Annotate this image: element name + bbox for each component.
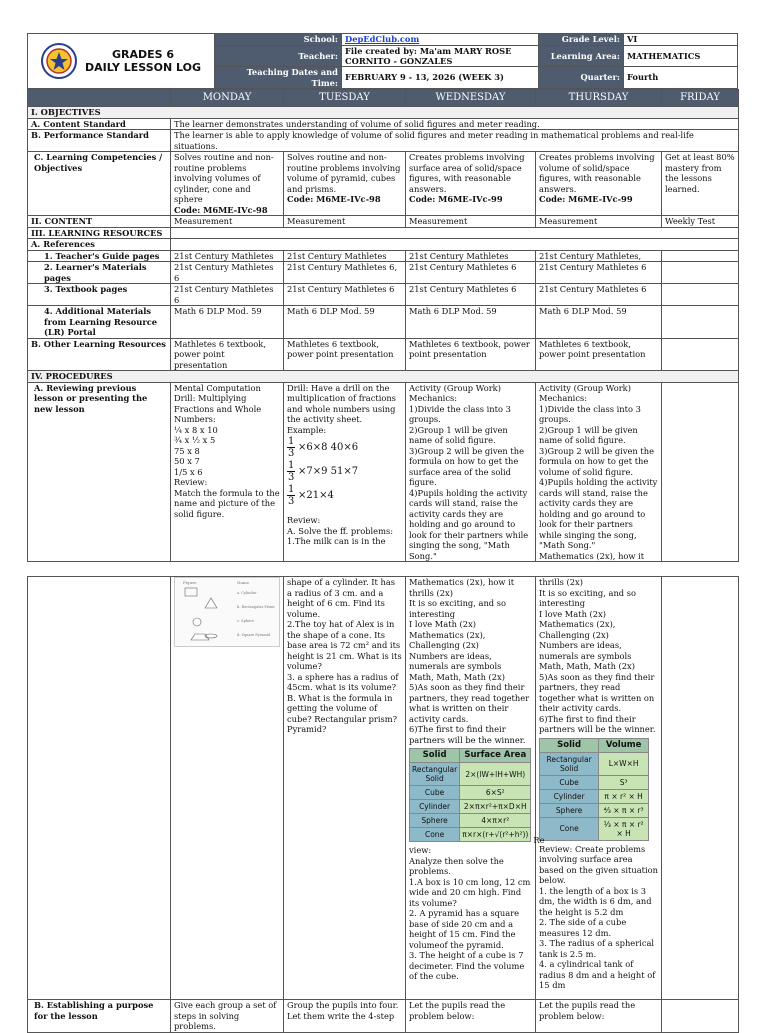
other-wed: Mathletes 6 textbook, power point presentation [406, 338, 536, 371]
day-friday: FRIDAY [662, 90, 739, 107]
tg-wed: 21st Century Mathletes [406, 250, 536, 262]
sa-formula: π×r×(r+√(r²+h²)) [460, 828, 531, 842]
school-label: School: [215, 34, 342, 46]
content-standard-text: The learner demonstrates understanding of volume of solid figures and meter reading. [171, 118, 739, 130]
procedure-a-tue-cont [284, 577, 406, 1000]
lm-wed: 21st Century Mathletes 6 [406, 262, 536, 284]
wed-step-5: 5)As soon as they find their partners, they read together what is written on their activity cards. [409, 682, 530, 724]
dates-value: FEBRUARY 9 - 13, 2026 (WEEK 3) [342, 67, 539, 89]
content-fri: Weekly Test [662, 216, 739, 228]
thu-song-line: thrills (2x) [539, 577, 583, 587]
procedure-b-mon: Give each group a set of steps in solving problems. [171, 1000, 284, 1033]
thu-song-line: Mathematics (2x), Challenging (2x) [539, 619, 616, 640]
lm-mon: 21st Century Mathletes 6 [171, 262, 284, 284]
competency-tue-code: Code: M6ME-IVc-98 [287, 194, 381, 204]
title-line1: GRADES 6 [111, 48, 175, 61]
vol-solid: Sphere [540, 803, 599, 817]
vol-formula: π × r² × H [599, 789, 649, 803]
other-resources-label: B. Other Learning Resources [28, 338, 171, 371]
svg-text:a. Cylinder: a. Cylinder [237, 591, 257, 595]
svg-text:Figure: Figure [183, 580, 197, 585]
mon-review-text: Match the formula to the name and picture of the solid figure. [174, 487, 280, 519]
grade-label: Grade Level: [539, 34, 624, 46]
am-thu: Math 6 DLP Mod. 59 [536, 306, 662, 339]
lesson-log-table [27, 89, 739, 562]
area-value: MATHEMATICS [624, 46, 738, 67]
sa-head-solid: Solid [410, 749, 460, 763]
content-mon: Measurement [171, 216, 284, 228]
tue-example-1: $\frac{1}{3} \times 6\times 8$ 40×6 [288, 436, 359, 459]
mon-item: ¾ x ½ x 5 [174, 435, 216, 445]
tue-problem-2: 2.The toy hat of Alex is in the shape of a cone. Its base area is 72 cm² and its height is 21 cm. What is its volume? [287, 619, 402, 671]
wed-review-label: view: [409, 845, 432, 855]
procedures-section: IV. PROCEDURES [28, 371, 739, 383]
wed-step: 2)Group 1 will be given name of solid figure. [409, 424, 508, 445]
procedure-a-fri [662, 382, 739, 562]
wed-table-wrap [409, 745, 545, 845]
teacher-label: Teacher: [215, 46, 342, 67]
wed-song-line: It is so exciting, and so interesting [409, 598, 506, 619]
mon-item: ¼ x 8 x 10 [174, 424, 218, 435]
competency-mon-code: Code: M6ME-IVc-98 [174, 204, 268, 215]
tue-review-label: Review: [287, 515, 321, 525]
wed-problem-3: 3. The height of a cube is 7 decimeter. Find the volume of the cube. [409, 950, 525, 981]
tg-tue: 21st Century Mathletes [284, 250, 406, 262]
vol-formula: ⁴⁄₃ × π × r³ [599, 803, 649, 817]
school-link[interactable]: DepEdClub.com [345, 34, 420, 45]
wed-song-line: Math, Math, Math (2x) [409, 671, 505, 682]
vol-solid: Cylinder [540, 789, 599, 803]
competency-thu-text: Creates problems involving volume of solid/space figures, with reasonable answers. [539, 152, 655, 194]
vol-formula: ⅓ × π × r² × H [599, 817, 649, 840]
svg-text:c. Sphere: c. Sphere [237, 619, 254, 623]
mon-item: 50 x 7 [174, 456, 200, 466]
svg-text:b. Rectangular Prism: b. Rectangular Prism [237, 605, 275, 609]
sa-solid: Rectangular Solid [410, 763, 460, 786]
am-tue: Math 6 DLP Mod. 59 [284, 306, 406, 339]
thu-review-2: 2. The side of a cube measures 12 dm. [539, 917, 627, 938]
thu-step: 2)Group 1 will be given name of solid figure. [539, 424, 638, 445]
solid-figures-thumbnail [175, 578, 279, 646]
sa-formula: 2×π×r²+π×D×H [460, 800, 531, 814]
quarter-label: Quarter: [539, 67, 624, 89]
tg-mon: 21st Century Mathletes [171, 250, 284, 262]
vol-formula: L×W×H [599, 752, 649, 775]
thu-step: 1)Divide the class into 3 groups. [539, 403, 641, 424]
performance-standard-text: The learner is able to apply knowledge of volume of solid figures and meter reading in mathematical problems and real-life situations. [171, 130, 739, 152]
fraction: $\frac{1}{3}$ [288, 436, 295, 459]
competency-mon-text: Solves routine and non-routine problems involving volumes of cylinder, cone and sphere [174, 152, 274, 204]
fraction: $\frac{1}{3}$ [288, 460, 295, 483]
tue-problem-3: 3. a sphere has a radius of 45cm. what is its volume? [287, 671, 399, 692]
vol-formula: S³ [599, 775, 649, 789]
svg-text:d. Square Pyramid: d. Square Pyramid [237, 633, 271, 637]
grade-value: VI [624, 34, 738, 46]
procedure-a-mon-cont [171, 577, 284, 1000]
tb-tue: 21st Century Mathletes 6 [284, 284, 406, 306]
procedure-a-thu [536, 382, 662, 562]
wed-song-line: I love Math (2x) [409, 619, 476, 629]
competency-wed-code: Code: M6ME-IVc-99 [409, 194, 503, 204]
teacher-value: File created by: Ma'am MARY ROSE CORNITO - GONZALES [342, 46, 539, 67]
procedure-a-wed-cont [406, 577, 545, 1000]
vol-solid: Cone [540, 817, 599, 840]
title-line2: DAILY LESSON LOG [84, 61, 202, 74]
procedure-b-label: B. Establishing a purpose for the lesson [28, 1000, 171, 1033]
lm-thu: 21st Century Mathletes 6 [536, 262, 662, 284]
tue-question-b: B. What is the formula in getting the volume of cube? Rectangular prism? Pyramid? [287, 692, 398, 734]
wed-analyze: Analyze then solve the problems. [409, 855, 504, 876]
wed-song-line: Numbers are ideas, numerals are symbols [409, 650, 502, 671]
wed-step: 4)Pupils holding the activity cards will stand, raise the activity cards they are holding and go around to look for their partners while singing the song, "Math Song." [409, 487, 529, 561]
performance-standard-label: B. Performance Standard [28, 130, 171, 152]
content-thu: Measurement [536, 216, 662, 228]
tue-example-2: $\frac{1}{3} \times 7\times 9$ 51×7 [288, 460, 359, 483]
references-label: A. References [28, 239, 171, 251]
sa-solid: Cube [410, 786, 460, 800]
tue-problem-1-cont: shape of a cylinder. It has a radius of 3 cm. and a height of 6 cm. Find its volume. [287, 577, 396, 619]
lesson-log-table-continued [27, 576, 739, 1033]
wed-re-text: Re [533, 834, 545, 845]
thu-review-3: 3. The radius of a spherical tank is 2.5 m. [539, 938, 655, 959]
fraction: $\frac{1}{3}$ [288, 484, 295, 507]
area-label: Learning Area: [539, 46, 624, 67]
thu-review-4: 4. a cylindrical tank of radius 8 dm and a height of 15 dm [539, 959, 656, 990]
dates-label: Teaching Dates and Time: [215, 67, 342, 89]
tue-example-3: $\frac{1}{3} \times 21\times 4$ [288, 484, 334, 507]
match-figures-image [174, 577, 280, 647]
procedure-a-wed [406, 382, 536, 562]
content-standard-label: A. Content Standard [28, 118, 171, 130]
procedure-a-fri-cont [662, 577, 739, 1000]
tue-drill: Drill: Have a drill on the multiplication of fractions and whole numbers using the activity sheet. [287, 382, 396, 424]
procedure-a-thu-cont [536, 577, 662, 1000]
content-label: II. CONTENT [28, 216, 171, 228]
day-tuesday: TUESDAY [284, 90, 406, 107]
content-wed: Measurement [406, 216, 536, 228]
logo-title-cell [28, 34, 215, 89]
thu-activity: Activity (Group Work) Mechanics: [539, 382, 631, 403]
other-thu: Mathletes 6 textbook, power point presentation [536, 338, 662, 371]
wed-problem-1: 1.A box is 10 cm long, 12 cm wide and 20 cm high. Find its volume? [409, 876, 531, 908]
sa-head-formula: Surface Area [460, 749, 531, 763]
sa-formula: 6×S² [460, 786, 531, 800]
sa-formula: 4×π×r² [460, 814, 531, 828]
vol-solid: Rectangular Solid [540, 752, 599, 775]
thu-song-line: It is so exciting, and so interesting [539, 587, 636, 608]
sa-solid: Sphere [410, 814, 460, 828]
vol-head-formula: Volume [599, 738, 649, 752]
competency-thu-code: Code: M6ME-IVc-99 [539, 194, 633, 204]
procedure-b-fri [662, 1000, 739, 1033]
thu-step-5: 5)As soon as they find their partners, they read together what is written on their activity cards. [539, 671, 655, 713]
competency-tue [284, 152, 406, 216]
procedure-a-tue [284, 382, 406, 562]
header-table [27, 33, 738, 89]
procedure-a-mon [171, 382, 284, 562]
surface-area-table [409, 748, 531, 842]
tue-review-1: 1.The milk can is in the [287, 536, 386, 546]
thu-step: Mathematics (2x), how it [539, 550, 645, 561]
mon-review-label: Review: [174, 477, 208, 487]
thu-review: Review: Create problems involving surface area based on the given situation below. [539, 843, 658, 885]
competencies-label: C. Learning Competencies / Objectives [28, 152, 171, 216]
mon-drill: Mental Computation Drill: Multiplying Fractions and Whole Numbers: [174, 382, 262, 424]
wed-step-6: 6)The first to find their partners will be the winner. [409, 724, 526, 745]
wed-song-line: Mathematics (2x), Challenging (2x) [409, 629, 486, 650]
day-wednesday: WEDNESDAY [406, 90, 536, 107]
content-tue: Measurement [284, 216, 406, 228]
tg-thu: 21st Century Mathletes, [536, 250, 662, 262]
competency-tue-text: Solves routine and non-routine problems involving volume of pyramid, cubes and prisms. [287, 152, 401, 194]
mon-item: 1/5 x 6 [174, 466, 203, 477]
procedure-a-label: A. Reviewing previous lesson or presenting the new lesson [28, 382, 171, 562]
wed-step: 1)Divide the class into 3 groups. [409, 403, 511, 424]
procedure-b-thu: Let the pupils read the problem below: [536, 1000, 662, 1033]
am-wed: Math 6 DLP Mod. 59 [406, 306, 536, 339]
thu-step: 4)Pupils holding the activity cards will stand, raise the activity cards they are holding and go around to look for their partners while singing the song, "Math Song." [539, 477, 658, 550]
sa-formula: 2×(lW+lH+WH) [460, 763, 531, 786]
svg-text:Name: Name [237, 580, 250, 585]
competency-wed-text: Creates problems involving surface area of solid/space figures, with reasonable answers. [409, 152, 525, 194]
deped-seal-icon [41, 43, 77, 79]
day-monday: MONDAY [171, 90, 284, 107]
lm-label: 2. Learner's Materials pages [28, 262, 171, 284]
school-value [342, 34, 539, 46]
am-label: 4. Additional Materials from Learning Resource (LR) Portal [28, 306, 171, 339]
continued-label-cell [28, 577, 171, 1000]
thu-review-1: 1. the length of a box is 3 dm, the width is 6 dm, and the height is 5.2 dm [539, 885, 652, 917]
other-tue: Mathletes 6 textbook, power point presentation [284, 338, 406, 371]
quarter-value: Fourth [624, 67, 738, 89]
am-mon: Math 6 DLP Mod. 59 [171, 306, 284, 339]
thu-song-line: Numbers are ideas, numerals are symbols [539, 640, 632, 661]
thu-step-6: 6)The first to find their partners will be the winner. [539, 713, 656, 734]
vol-solid: Cube [540, 775, 599, 789]
blank-header [28, 90, 171, 107]
resources-section: III. LEARNING RESOURCES [28, 227, 171, 239]
competency-wed [406, 152, 536, 216]
tb-thu: 21st Century Mathletes 6 [536, 284, 662, 306]
thu-song-line: I love Math (2x) [539, 608, 606, 619]
volume-table [539, 738, 649, 841]
sa-solid: Cone [410, 828, 460, 842]
objectives-section: I. OBJECTIVES [28, 107, 739, 119]
procedure-b-wed: Let the pupils read the problem below: [406, 1000, 536, 1033]
tg-label: 1. Teacher's Guide pages [28, 250, 171, 262]
tue-review-a: A. Solve the ff. problems: [287, 525, 393, 536]
procedure-b-tue: Group the pupils into four. Let them write the 4-step [284, 1000, 406, 1033]
tb-label: 3. Textbook pages [28, 284, 171, 306]
tue-example-label: Example: [287, 424, 327, 435]
day-thursday: THURSDAY [536, 90, 662, 107]
other-mon: Mathletes 6 textbook, power point presentation [171, 338, 284, 371]
wed-step: 3)Group 2 will be given the formula on how to get the surface area of the solid figure. [409, 445, 525, 487]
wed-activity: Activity (Group Work) Mechanics: [409, 382, 501, 403]
lm-tue: 21st Century Mathletes 6, [284, 262, 406, 284]
wed-song-line: Mathematics (2x), how it thrills (2x) [409, 577, 515, 598]
vol-head-solid: Solid [540, 738, 599, 752]
mon-item: 75 x 8 [174, 445, 200, 456]
tb-mon: 21st Century Mathletes 6 [171, 284, 284, 306]
days-header-row [28, 90, 739, 107]
competency-fri: Get at least 80% mastery from the lessons learned. [662, 152, 739, 216]
sa-solid: Cylinder [410, 800, 460, 814]
competency-mon [171, 152, 284, 216]
tb-wed: 21st Century Mathletes 6 [406, 284, 536, 306]
wed-problem-2: 2. A pyramid has a square base of side 20 cm and a height of 15 cm. Find the volumeof the pyramid. [409, 908, 520, 950]
thu-song-line: Math, Math, Math (2x) [539, 661, 635, 671]
competency-thu [536, 152, 662, 216]
thu-step: 3)Group 2 will be given the formula on how to get the volume of solid figure. [539, 445, 655, 477]
